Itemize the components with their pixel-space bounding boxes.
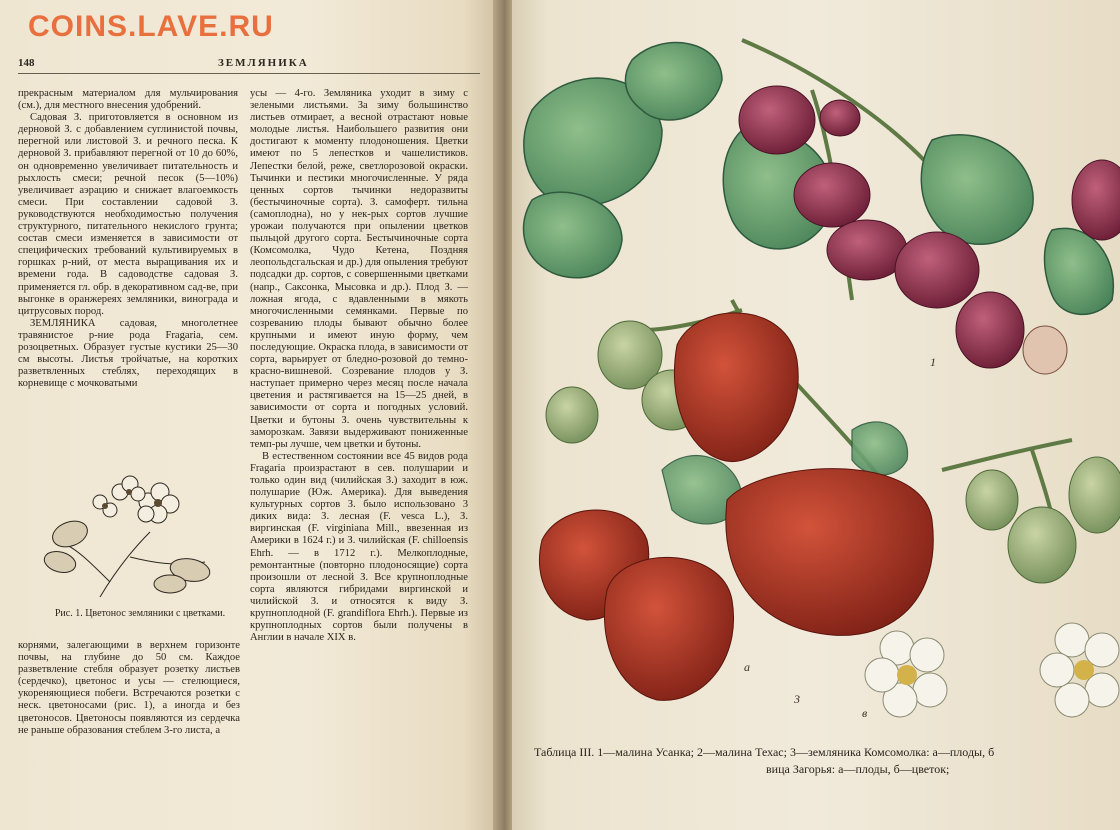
plate-label: а bbox=[744, 660, 750, 674]
plate-caption-line: вица Загорья: а—плоды, б—цветок; bbox=[766, 762, 950, 776]
page-number: 148 bbox=[18, 57, 35, 69]
paragraph: прекрасным материалом для мульчирования (см.), для местного внесения удобрений. bbox=[18, 88, 238, 112]
text-column-left-bottom bbox=[18, 640, 240, 737]
plate-caption-line: Таблица III. 1—малина Усанка; 2—малина Техас; 3—земляника Комсомолка: а—плоды, б bbox=[534, 745, 995, 759]
botanical-plate bbox=[512, 0, 1120, 740]
plate-caption bbox=[534, 744, 1120, 778]
figure-illustration bbox=[30, 462, 230, 602]
plate-label: 3 bbox=[794, 692, 800, 706]
watermark-logo: COINS.LAVE.RU bbox=[28, 10, 274, 43]
paragraph: усы — 4-го. Земляника уходит в зиму с зелеными листьями. За зиму большинство листьев отмирает, а весной отрастают новые молодые листья. Наибольшего развития они достигают к моменту плодоношения. Цветки имеют по 5 лепестков и чашелистиков. Лепестки белой, реже, светлорозовой окраски. Тычинки и пестики многочисленные. У ряда ценных сортов тычинки недоразвиты (бестычиночные сорта). З. самоферт. тильна (самоплодна), но у нек-рых сортов лучшие урожаи получаются при опылении цветков пыльцой другого сорта. Бестычиночные сорта (Комсомолка, Чудо Кетена, Поздняя леопольдсгальская и др.) для опыления требуют подсадки др. сортов, с совершенными цветками (напр., Саксонка, Мысовка и др.). Плод З. — ложная ягода, с вдавленными в мякоть многочисленными семянками. Первые по созреванию плоды бывают обычно более крупными и имеют иную форму, чем последующие. Окраска плода, в зависимости от сорта, варьирует от бледно-розовой до темно-красно-вишневой. Созревание плодов у З. наступает примерно через месяц после начала цветения и растягивается на 15—25 дней, в зависимости от сорта и погодных условий. Цветки и бутоны З. очень чувствительны к заморозкам. Завязи выдерживают пониженные темп-ры лучше, чем цветки и бутоны. bbox=[250, 88, 468, 450]
paragraph: В естественном состоянии все 45 видов рода Fragaria произрастают в сев. полушарии и только один вид (чилийская З.) заходит в юж. полушарие (Юж. Америка). Для выведения культурных сортов З. было использовано 3 диких вида: З. лесная (F. vesca L.), З. виргинская (F. virginiana Mill., ввезенная из Америки в 1624 г.) и З. чилийская (F. chilloensis Ehrh. — в 1712 г.). Мелкоплодные, ремонтантные (повторно плодоносящие) сорта произошли от лесной З. Все крупноплодные сорта являются гибридами виргинской и чилийской З. и относятся к виду З. крупноплодной (F. grandiflora Ehrh.). Первые из крупноплодных сортов были получены в Англии в начале XIX в. bbox=[250, 450, 468, 644]
plate-label: в bbox=[862, 706, 868, 720]
figure-caption: Рис. 1. Цветонос земляники с цветками. bbox=[54, 608, 226, 619]
running-head bbox=[18, 55, 480, 74]
text-column-right bbox=[250, 88, 468, 644]
text-column-left bbox=[18, 88, 238, 390]
paragraph: Садовая З. приготовляется в основном из дерновой З. с добавлением суглинистой почвы, перегной или листовой З. и речного песка. К дерновой З. прибавляют перегной от 10 до 60%, он одновременно увеличивает питательность и рыхлость смеси; речной песок (5—10%) увеличивает аэрацию и снижает влагоемкость смеси. При составлении садовой З. руководствуются необходимостью получения структурного, питательного некислого грунта; состав смеси изменяется в зависимости от специфических требований культивируемых в горшках р-ний, от места выращивания их и времени года. В садоводстве садовая З. применяется гл. обр. в декоративном сад-ве, при выгонке в оранжереях земляники, винограда и цитрусовых пород. bbox=[18, 112, 238, 317]
section-title: ЗЕМЛЯНИКА bbox=[218, 57, 309, 69]
plate-label: 1 bbox=[930, 355, 936, 369]
right-page bbox=[512, 0, 1120, 830]
paragraph: ЗЕМЛЯНИКА садовая, многолетнее травянистое р-ние рода Fragaria, сем. розоцветных. Образует густые кустики 25—30 см высоты. Листья тройчатые, на коротких разветвленных стеблях, переходящих в корневище с мочковатыми bbox=[18, 317, 238, 390]
left-page bbox=[0, 0, 503, 830]
paragraph: корнями, залегающими в верхнем горизонте почвы, на глубине до 50 см. Каждое разветвление стебля образует розетку листьев (сердечко), цветонос и усы — стелющиеся, укореняющиеся побеги. Встречаются розетки с неск. цветоносами (рис. 1), а иногда и без цветоносов. Цветоносы появляются из сердечка не раньше образования стеблем 3-го листа, а bbox=[18, 640, 240, 736]
